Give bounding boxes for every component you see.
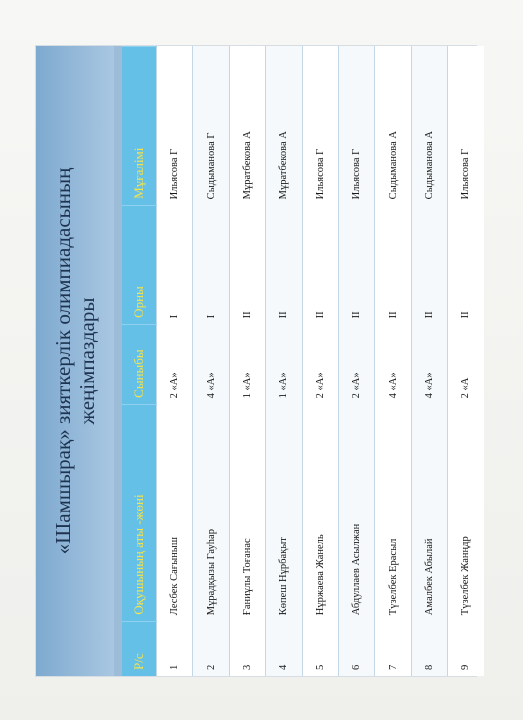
title-band [36, 46, 114, 676]
cell-place: II [448, 205, 484, 324]
cell-number: 6 [338, 621, 374, 676]
cell-place: I [193, 205, 229, 324]
cell-teacher: Ильясова Г [448, 47, 484, 206]
cell-student-name: Түзелбек Жанңдр [448, 404, 484, 621]
cell-place: II [411, 205, 447, 324]
header-teacher: Мұғалімі [122, 47, 157, 206]
cell-teacher: Мұратбекова А [266, 47, 302, 206]
cell-teacher: Сыдыманова Г [193, 47, 229, 206]
cell-number: 3 [229, 621, 265, 676]
cell-place: I [157, 205, 193, 324]
cell-place: II [338, 205, 374, 324]
cell-grade: 2 «А [448, 324, 484, 404]
table-row [375, 47, 411, 677]
table-row [157, 47, 193, 677]
cell-grade: 1 «А» [266, 324, 302, 404]
cell-student-name: Түзелбек Ерасыл [375, 404, 411, 621]
cell-number: 7 [375, 621, 411, 676]
document-title-line-2: жеңімпаздары [75, 297, 99, 425]
cell-student-name: Көпеш Нұрбақыт [266, 404, 302, 621]
cell-grade: 4 «А» [193, 324, 229, 404]
cell-place: II [229, 205, 265, 324]
document-frame [36, 46, 476, 676]
table-row [229, 47, 265, 677]
table-header-row [122, 47, 157, 677]
cell-teacher: Ильясова Г [157, 47, 193, 206]
cell-place: II [266, 205, 302, 324]
cell-place: II [375, 205, 411, 324]
table-row [448, 47, 484, 677]
cell-grade: 1 «А» [229, 324, 265, 404]
cell-teacher: Ильясова Г [302, 47, 338, 206]
cell-grade: 2 «А» [302, 324, 338, 404]
cell-student-name: Абдуллаев Асылжан [338, 404, 374, 621]
cell-student-name: Нұржаева Жанель [302, 404, 338, 621]
cell-teacher: Сыдыманова А [411, 47, 447, 206]
winners-table [122, 46, 484, 676]
table-row [266, 47, 302, 677]
cell-student-name: Ғаниұлы Тоғанас [229, 404, 265, 621]
table-row [302, 47, 338, 677]
header-place: Орны [122, 205, 157, 324]
header-grade: Сыныбы [122, 324, 157, 404]
rotated-content [36, 46, 476, 676]
document-title-line-1: «Шамшырақ» зияткерлік олимпиадасының [51, 167, 75, 555]
cell-number: 4 [266, 621, 302, 676]
cell-grade: 4 «А» [411, 324, 447, 404]
cell-grade: 2 «А» [157, 324, 193, 404]
table-row [338, 47, 374, 677]
cell-grade: 4 «А» [375, 324, 411, 404]
cell-number: 9 [448, 621, 484, 676]
cell-teacher: Мұратбекова А [229, 47, 265, 206]
cell-student-name: Амалбек Абылай [411, 404, 447, 621]
cell-teacher: Сыдыманова А [375, 47, 411, 206]
title-divider [114, 46, 122, 676]
cell-teacher: Ильясова Г [338, 47, 374, 206]
header-number: Р/с [122, 621, 157, 676]
cell-number: 8 [411, 621, 447, 676]
cell-place: II [302, 205, 338, 324]
cell-number: 5 [302, 621, 338, 676]
cell-number: 1 [157, 621, 193, 676]
table-row [411, 47, 447, 677]
cell-grade: 2 «А» [338, 324, 374, 404]
cell-number: 2 [193, 621, 229, 676]
header-student-name: Оқушының аты -жөні [122, 404, 157, 621]
cell-student-name: Мұрадқызы Гауһар [193, 404, 229, 621]
table-row [193, 47, 229, 677]
cell-student-name: Лесбек Сағыныш [157, 404, 193, 621]
